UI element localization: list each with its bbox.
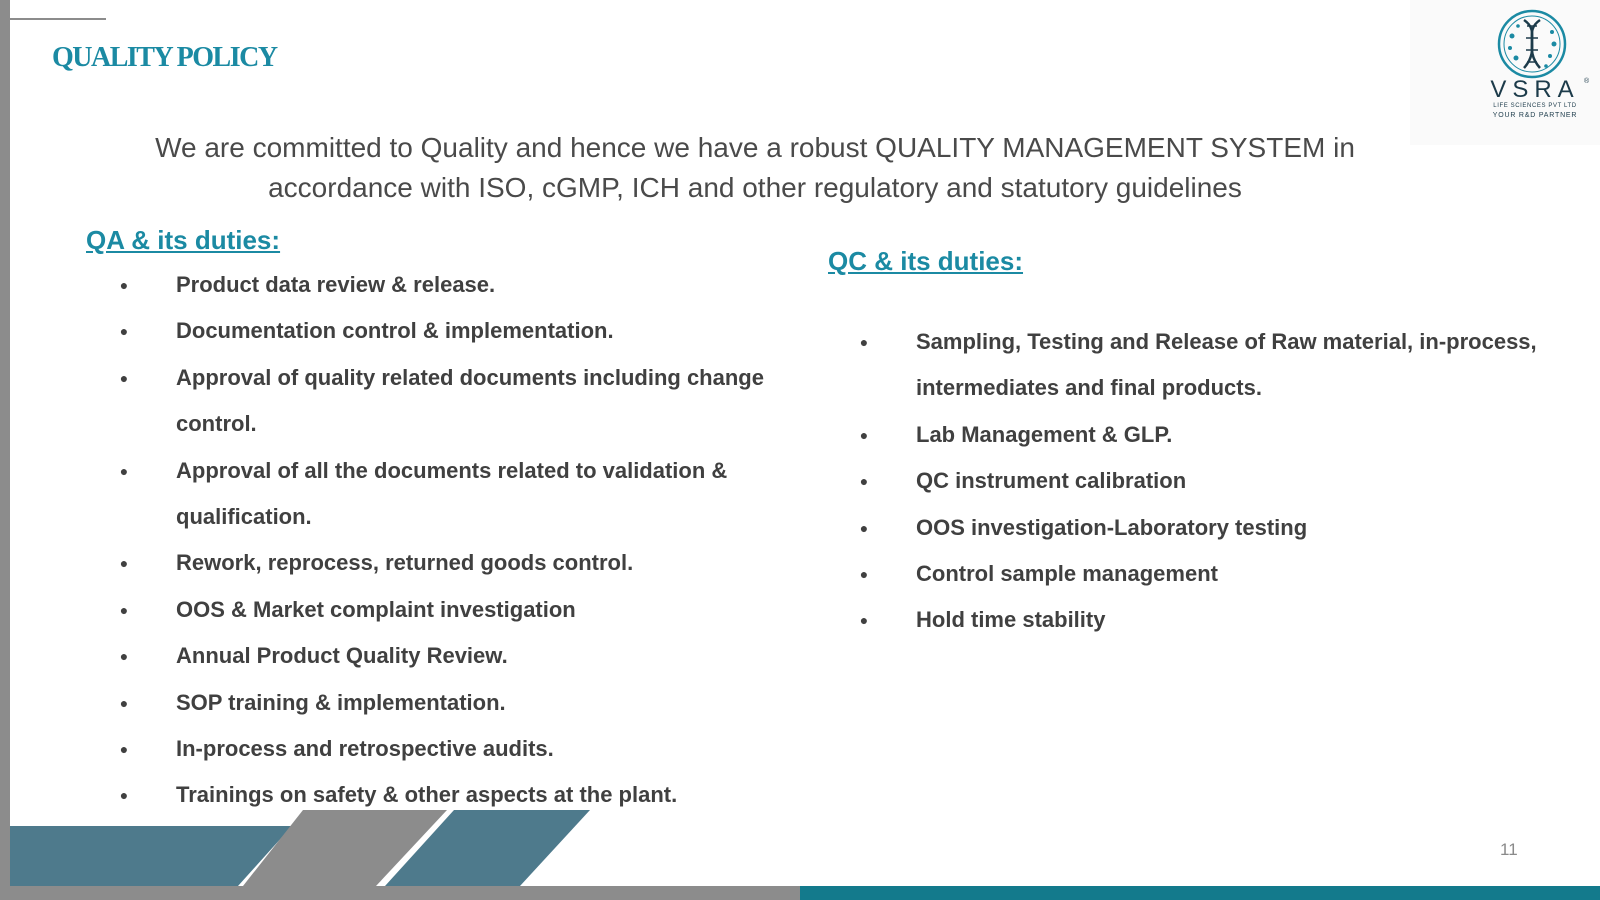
list-item-text: Approval of quality related documents including change control. xyxy=(176,364,764,437)
left-border-bar xyxy=(0,0,10,900)
bullet-icon: ● xyxy=(859,334,869,350)
list-item xyxy=(858,412,1558,458)
list-item xyxy=(118,726,798,772)
footer-gray-bar xyxy=(0,886,800,900)
footer-teal-bar xyxy=(800,886,1600,900)
list-item xyxy=(858,505,1558,551)
list-item-text: OOS investigation-Laboratory testing xyxy=(916,514,1308,540)
list-item-text: Documentation control & implementation. xyxy=(176,318,614,344)
logo-tagline: YOUR R&D PARTNER xyxy=(1492,112,1578,119)
list-item-text: Rework, reprocess, returned goods control. xyxy=(176,550,634,576)
top-accent-rule xyxy=(10,18,106,20)
list-item xyxy=(118,308,798,354)
bullet-icon: ● xyxy=(119,741,129,758)
bullet-icon: ● xyxy=(119,648,129,665)
qc-duties-list xyxy=(858,319,1558,644)
bullet-icon: ● xyxy=(859,519,869,536)
list-item xyxy=(858,458,1558,504)
list-item xyxy=(118,680,798,726)
dna-helix-icon xyxy=(1496,8,1568,80)
slide-title: QUALITY POLICY xyxy=(52,42,277,73)
policy-statement: We are committed to Quality and hence we have a robust QUALITY MANAGEMENT SYSTEM in accordance with ISO, cGMP, ICH and other regulatory and statutory guidelines xyxy=(155,132,1355,203)
footer-decoration xyxy=(0,800,1600,900)
qc-duties-heading: QC & its duties: xyxy=(828,246,1024,276)
logo-wordmark: VSRA xyxy=(1490,76,1580,103)
registered-trademark: ® xyxy=(1584,78,1590,85)
list-item-text: Trainings on safety & other aspects at the plant. xyxy=(176,782,678,808)
list-item-text: Annual Product Quality Review. xyxy=(176,643,508,669)
list-item-text: In-process and retrospective audits. xyxy=(176,736,554,762)
list-item-text: Approval of all the documents related to validation & qualification. xyxy=(176,457,728,530)
bullet-icon: ● xyxy=(119,323,129,340)
bullet-icon: ● xyxy=(119,694,129,711)
list-item xyxy=(118,448,798,541)
list-item-text: Control sample management xyxy=(916,561,1218,587)
list-item xyxy=(858,551,1558,597)
list-item xyxy=(858,597,1558,643)
qa-duties-heading: QA & its duties: xyxy=(86,225,281,255)
list-item xyxy=(118,633,798,679)
list-item xyxy=(118,587,798,633)
list-item xyxy=(118,355,798,448)
bullet-icon: ● xyxy=(859,426,869,443)
list-item-text: SOP training & implementation. xyxy=(176,689,506,715)
company-logo xyxy=(1410,0,1600,145)
list-item-text: OOS & Market complaint investigation xyxy=(176,596,576,622)
bullet-icon: ● xyxy=(119,787,129,804)
list-item-text: Product data review & release. xyxy=(176,272,496,297)
list-item xyxy=(858,319,1558,412)
bullet-icon: ● xyxy=(119,555,129,572)
bullet-icon: ● xyxy=(119,369,129,386)
list-item-text: Hold time stability xyxy=(916,607,1106,633)
bullet-icon: ● xyxy=(859,473,869,490)
bullet-icon: ● xyxy=(119,601,129,618)
logo-subtitle: LIFE SCIENCES PVT LTD xyxy=(1493,103,1577,109)
qa-duties-list xyxy=(118,262,798,819)
bullet-icon: ● xyxy=(119,277,129,293)
bullet-icon: ● xyxy=(859,566,869,583)
list-item xyxy=(118,540,798,586)
page-number: 11 xyxy=(1500,840,1518,859)
bullet-icon: ● xyxy=(859,612,869,629)
list-item-text: Sampling, Testing and Release of Raw material, in-process, intermediates and final products. xyxy=(916,329,1537,401)
list-item xyxy=(118,262,798,308)
list-item-text: Lab Management & GLP. xyxy=(916,421,1173,447)
bullet-icon: ● xyxy=(119,462,129,479)
footer-blue-band xyxy=(10,826,292,886)
list-item-text: QC instrument calibration xyxy=(916,468,1187,494)
